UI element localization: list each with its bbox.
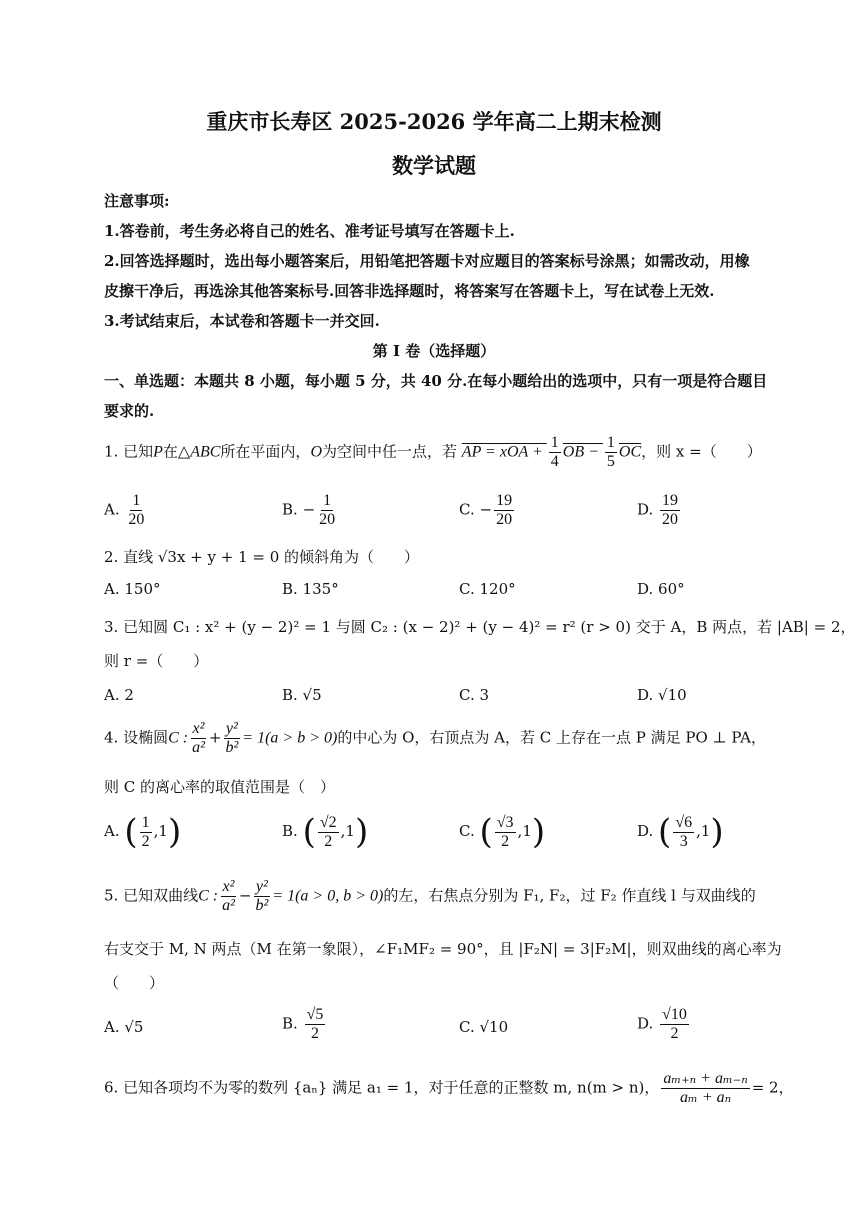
exam-title: 重庆市长寿区 2025-2026 学年高二上期末检测 [206,109,662,134]
q5-option-c: C. √10 [459,1018,509,1036]
q5-option-a: A. √5 [104,1018,144,1036]
q4-option-a: A. ( $\frac{1}{2}$ ,1) [104,812,182,852]
q1-stem-d: 为空间中任一点，若 [322,442,458,461]
q5-option-d: D. $\frac{√10}{2}$ [637,1006,687,1042]
q1-stem-b: 在 [162,442,178,461]
question-4-stem-a: 4. 设椭圆C : $\frac{\text{x²}}{\text{a²}}$ + $\frac{\text{y²}}{\text{b²}}$ = 1(a > b > 0)的中心为 O，右顶点为 A，若 C 上存在一点 P 满足 PO ⊥ PA， [104,720,766,756]
q1-option-c: C. − $\frac{19}{20}$ [459,492,513,528]
question-5-stem-c: 右支交于 M, N 两点（M 在第一象限），∠F₁MF₂ = 90°，且 |F₂N| = 3|F₂M|，则双曲线的离心率为 [104,940,782,958]
q1-stem-a: 1. 已知 [104,442,154,461]
question-5-stem-d: （ ） [104,974,165,992]
q2-option-a: A. 150° [104,580,161,598]
q1-point-o: O [310,443,322,461]
q1-point-p: P [153,443,163,461]
q4-option-d: D. ( $\frac{√6}{3}$ ,1) [637,812,724,852]
section-instruction-b: 要求的. [104,402,155,420]
q3-option-b: B. √5 [282,686,322,704]
section-instruction-a: 一、单选题：本题共 8 小题，每小题 5 分，共 40 分.在每小题给出的选项中，只有一项是符合题目 [104,372,768,390]
question-1-stem [104,434,762,471]
notice-heading: 注意事项: [104,192,170,210]
q3-option-a: A. 2 [104,686,134,704]
section-label: 第 I 卷（选择题） [372,342,496,360]
q3-option-c: C. 3 [459,686,490,704]
q1-option-b: B. − $\frac{1}{20}$ [282,492,336,528]
notice-item-3: 3.考试结束后，本试卷和答题卡一并交回. [104,312,380,330]
q4-option-c: C. ( $\frac{√3}{2}$ ,1) [459,812,546,852]
question-3-stem-b: 则 r =（ ） [104,652,209,670]
q1-vector-expr: AP = xOA + [461,443,547,461]
question-6-stem: 6. 已知各项均不为零的数列 {aₙ} 满足 a₁ = 1，对于任意的正整数 m, n(m > n)， $\frac{\text{aₘ₊ₙ + aₘ₋ₙ}}{\text{aₘ + aₙ}}$ = 2， [104,1070,794,1106]
q1-option-a: A. $\frac{1}{20}$ [104,492,145,528]
q2-option-d: D. 60° [637,580,685,598]
question-5-stem-a: 5. 已知双曲线C : $\frac{\text{x²}}{\text{a²}}$ − $\frac{\text{y²}}{\text{b²}}$ = 1(a > 0, b > 0)的左，右焦点分别为 F₁, F₂，过 F₂ 作直线 l 与双曲线的 [104,878,756,914]
q4-option-b: B. ( $\frac{√2}{2}$ ,1) [282,812,369,852]
q2-option-b: B. 135° [282,580,339,598]
q1-frac-2: $\frac{1}{5}$ [606,434,615,470]
q5-option-b: B. $\frac{√5}{2}$ [282,1006,324,1042]
q2-option-c: C. 120° [459,580,516,598]
q3-option-d: D. √10 [637,686,687,704]
q1-stem-end: ，则 x =（ ） [641,442,762,461]
question-2-stem: 2. 直线 √3x + y + 1 = 0 的倾斜角为（ ） [104,548,420,566]
question-4-stem-c: 则 C 的离心率的取值范围是（ ） [104,778,336,796]
notice-item-1: 1.答卷前，考生务必将自己的姓名、准考证号填写在答题卡上. [104,222,515,240]
notice-item-2a: 2.回答选择题时，选出每小题答案后，用铅笔把答题卡对应题目的答案标号涂黑；如需改动，用橡 [104,252,750,270]
question-3-stem-a: 3. 已知圆 C₁ : x² + (y − 2)² = 1 与圆 C₂ : (x − 2)² + (y − 4)² = r² (r > 0) 交于 A，B 两点，若 |AB| = 2， [104,618,856,636]
q1-stem-c: 所在平面内， [220,442,311,461]
q1-vector-mid: OB − [562,443,603,461]
notice-item-2b: 皮擦干净后，再选涂其他答案标号.回答非选择题时，将答案写在答题卡上，写在试卷上无效. [104,282,715,300]
q1-frac-1: $\frac{1}{4}$ [550,434,559,470]
q1-triangle: △ABC [177,443,221,461]
q1-vector-tail: $\overline{OC}$ [618,443,642,461]
exam-subtitle: 数学试题 [392,153,476,178]
q1-option-d: D. $\frac{19}{20}$ [637,492,679,528]
